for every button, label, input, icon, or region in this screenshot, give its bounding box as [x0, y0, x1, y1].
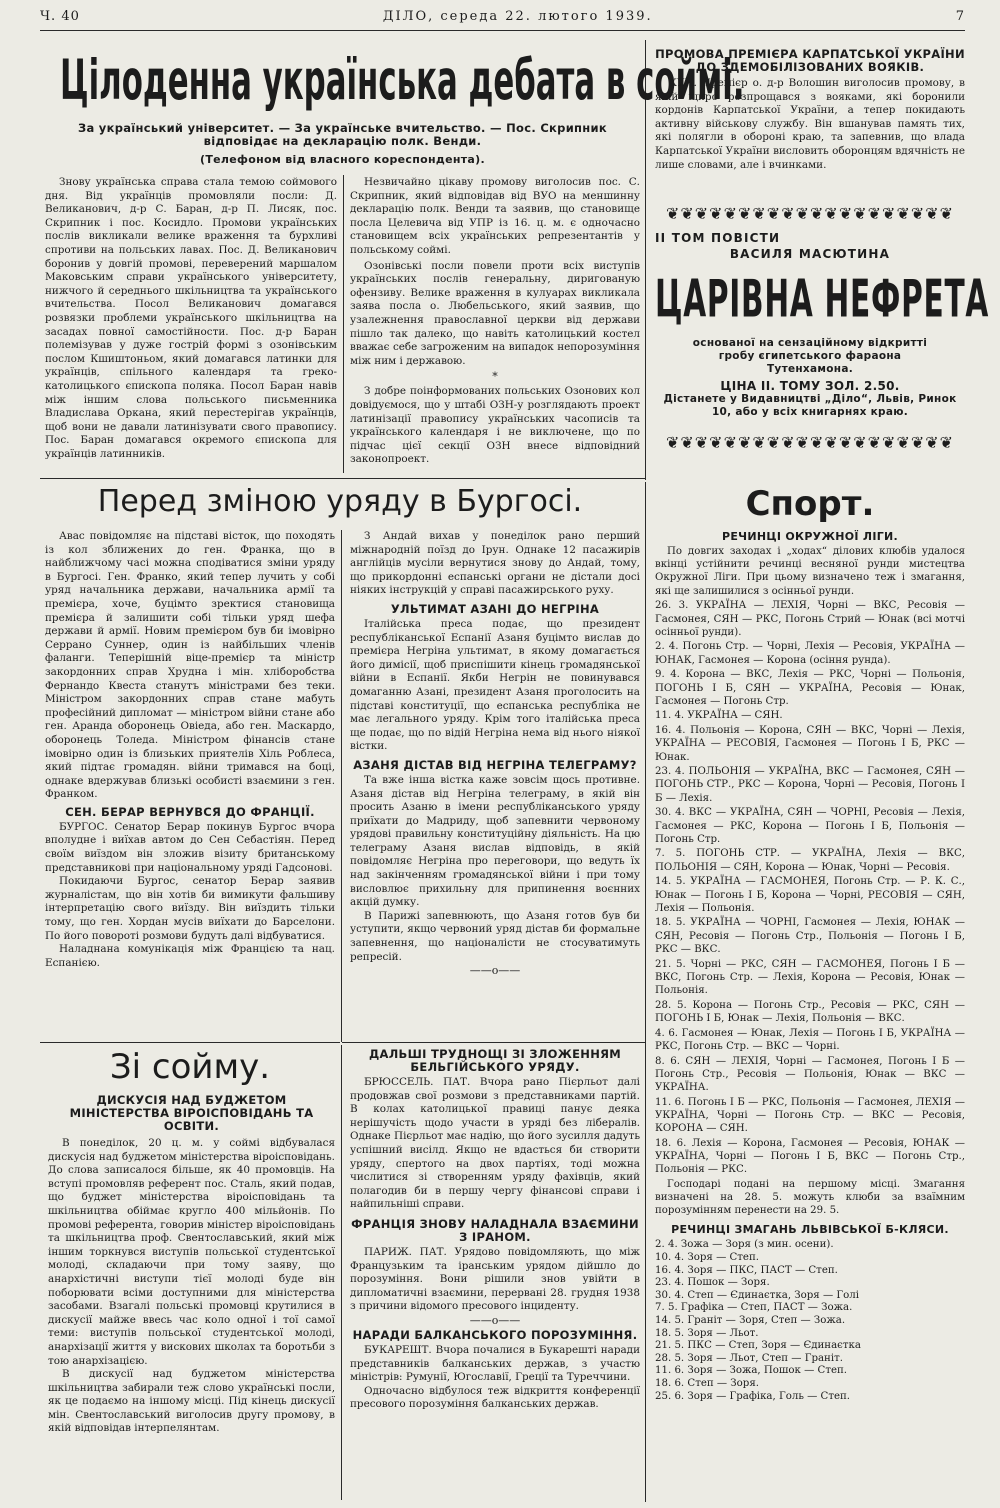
schedule-round: 8. 6. СЯН — ЛЕХІЯ, Чорні — Гасмонея, Погонь І Б — Погонь Стр., Ресовія — Польонія, Юнак — ВКС — УКРАЇНА. — [655, 1055, 965, 1093]
sport-section — [655, 482, 965, 1403]
lviv-fixture: 25. 6. Зоря — Графіка, Голь — Степ. — [655, 1390, 851, 1402]
ad-description: основаної на сензаційному відкритті гробу єгипетського фараона Тутенхамона. — [692, 337, 928, 375]
lviv-fixture: 23. 4. Пошок — Зоря. — [655, 1277, 770, 1289]
sejm-byline: (Телефоном від власного кореспондента). — [200, 153, 485, 166]
schedule-round: 11. 6. Погонь І Б — РКС, Польонія — Гасмонея, ЛЕХІЯ — УКРАЇНА, Чорні — Погонь Стр. — ВКС — Ресовія, КОРОНА — СЯН. — [655, 1096, 965, 1135]
paragraph: Покидаючи Бургос, сенатор Берар заявив журналістам, що він хотів би вимикути фальшиву інтерпретацію свого виїзду. Він виїздить тільки тому, що ген. Хордан мусів виїхати до Барселони. По його повороті розмови будуть далі відбуватися. — [45, 875, 335, 942]
separator: ——o—— — [469, 964, 521, 978]
paragraph: БУРГОС. Сенатор Берар покинув Бургос вчора вполудне і виїхав автом до Сен Себастіян. Перед своїм виїздом він зложив візиту британському представникові при національному уряді Гадсонові. — [45, 820, 335, 874]
lviv-fixture: 14. 5. Граніт — Зоря, Степ — Зожа. — [655, 1315, 846, 1327]
ornament-border: ❦❦❦❦❦❦❦❦❦❦❦❦❦❦❦❦❦❦❦❦ — [665, 204, 955, 223]
lviv-fixture: 28. 5. Зоря — Льот, Степ — Граніт. — [655, 1352, 843, 1364]
schedule-round: 11. 4. УКРАЇНА — СЯН. — [655, 710, 783, 722]
sport-headline: Спорт. — [745, 484, 875, 524]
end-mark: * — [492, 370, 498, 384]
paragraph: В дискусії над буджетом міністерства шкільництва забирали теж слово українські посли, як це подаємо на іншому місці. Під кінець дискусії мін. Свентославський виголосив другу промову, в якій відповідав інтерпелянтам. — [48, 1368, 335, 1435]
lviv-fixture: 18. 5. Зоря — Льот. — [655, 1327, 759, 1339]
paragraph: КУП. Премієр о. д-р Волошин виголосив промову, в якій щиро розпрощався з вояками, які боронили кордонів Карпатської України, а тепер покидають активну військову службу. Він вшанував память тих, які полягли в обороні краю, та запевнив, що влада Карпатської України висловить оборонцям вдячність не лише словами, але і вчинками. — [655, 77, 965, 171]
paragraph: Незвичайно цікаву промову виголосив пос. С. Скрипник, який відповідав від ВУО на меншинну декларацію полк. Венди та заявив, що становище посла Целевича від УПР із 16. ц. м. є одночасно становищем всіх українських репрезентантів у польському соймі. — [350, 176, 640, 256]
paragraph: По довгих заходах і „ходах“ ділових клюбів удалося вкінці устійнити речинці весняної рунди мистецтва Окружної Ліги. При цьому визначено теж і змагання, які ще залишилися з осінньої рунди. — [655, 546, 965, 597]
masthead-date: ДІЛО, середа 22. лютого 1939. — [382, 8, 653, 24]
column-rule — [341, 1045, 342, 1500]
schedule-round: 16. 4. Польонія — Корона, СЯН — ВКС, Чорні — Лехія, УКРАЇНА — РЕСОВІЯ, Гасмонея — Погонь І Б, РКС — Юнак. — [655, 725, 965, 763]
lviv-schedule — [655, 1239, 965, 1403]
ad-volume: II ТОМ ПОВІСТИ — [655, 231, 781, 245]
zi-soymu-article — [48, 1094, 335, 1436]
burgos-col2 — [350, 530, 640, 977]
header-rule — [40, 30, 965, 31]
burgos-col1 — [45, 530, 335, 970]
page-number: 7 — [955, 8, 965, 24]
foreign-news — [350, 1048, 640, 1412]
schedule-round: 9. 4. Корона — ВКС, Лехія — РКС, Чорні — Польонія, ПОГОНЬ І Б, СЯН — УКРАЇНА, Ресовія — Юнак, Гасмонея — Погонь Стр. — [655, 669, 965, 707]
schedule-round: 21. 5. Чорні — РКС, СЯН — ГАСМОНЕЯ, Погонь І Б — ВКС, Погонь Стр. — Лехія, Корона — Ресовія, Юнак — Польонія. — [655, 958, 965, 996]
column-rule — [343, 175, 344, 473]
sejm-col2 — [350, 176, 640, 467]
sejm-headline-box — [60, 44, 745, 118]
separator: ——o—— — [469, 1313, 521, 1327]
paragraph: Італійська преса подає, що президент республіканської Еспанії Азаня буцімто вислав до премієра Негріна ультимат, в якому домагається його димісії, щоб приспішити кінець громадянської війни в Еспанії. Якби Негрін не повинувався домаганню Азані, президент Азаня проголосить на підставі конституції, що еспанська республіка не має легального уряду. Крім того італійська преса ще подає, що по відій Негріна нема від нього ніякої вістки. — [350, 617, 640, 753]
schedule-round: 14. 5. УКРАЇНА — ГАСМОНЕЯ, Погонь Стр. — Р. К. С., Юнак — Погонь І Б, Корона — Чорні, РЕСОВІЯ — СЯН, Лехія — Польонія. — [655, 876, 965, 914]
belgium-headline: ДАЛЬШІ ТРУДНОЩІ ЗІ ЗЛОЖЕННЯМ БЕЛЬГІЙСЬКОГО УРЯДУ. — [368, 1047, 622, 1074]
schedule-round: 2. 4. Погонь Стр. — Чорні, Лехія — Ресовія, УКРАЇНА — ЮНАК, Гасмонея — Корона (осіння рунда). — [655, 641, 965, 666]
column-rule — [645, 482, 646, 1502]
paragraph: Авас повідомляє на підставі вісток, що походять із кол зближених до ген. Франка, що в найближчому часі можна сподіватися зміни уряду в Бургосі. Ген. Франко, який тепер лучить у собі уряд начальника держави, начальника армії та премієра, хоче, буцімто зректися становища премієра й залишити собі тільки уряд шефа держави й армії. Новим премієром був би імовірно Серрано Суннер, один із найбільших членів фаланги. Теперішній віце-премієр та міністр закордонних справ Хрудна і мін. хліборобства Фернандо Квеста станутъ міністрами без теки. Міністром закордонних справ стане мабуть професійний дипломат — міністром війни стане або ген. Аранда оборонець Овіеда, або ген. Маскардо, оборонець Толеда. Міністром фінансів стане імовірно один із близьких приятелів Хіль Роблеса, який підтає громадян. війни тримався на боці, однаке вдержував близькі особисті взаємини з ген. Франком. — [45, 530, 335, 801]
ad-author: ВАСИЛЯ МАСЮТИНА — [729, 247, 891, 261]
section-rule — [40, 478, 645, 479]
sejm-subhead: За український університет. — За українське вчительство. — Пос. Скрипник відповідає на декларацію полк. Венди. — [77, 121, 608, 148]
lviv-subhead: РЕЧИНЦІ ЗМАГАНЬ ЛЬВІВСЬКОЇ Б-КЛЯСИ. — [671, 1223, 949, 1237]
ad-title-box — [655, 263, 990, 337]
running-header — [40, 4, 965, 28]
league-subhead: РЕЧИНЦІ ОКРУЖНОЇ ЛІГИ. — [721, 530, 899, 543]
paragraph: В Парижі запевнюють, що Азаня готов був би уступити, якщо червоний уряд дістав би формальне запевнення, що націоналісти не стосуватимуть репресій. — [350, 909, 640, 963]
paragraph: БРЮССЕЛЬ. ПАТ. Вчора рано Пієрльот далі продовжав свої розмови з представниками партій. В колах католицької правиці панує деяка нерішучість щодо участи в уряді без лібералів. Однаке Пієрльот має надію, що його зусилля дадуть успішний висілд. Якщо не вдасться би створити уряду, спертого на двох партіях, тоді можна числитися зі створенням уряду фахівців, який полагодив би в першу чергу фінансові справи і найпильніші справи. — [350, 1076, 640, 1211]
burgos-headline: Перед зміною уряду в Бургосі. — [97, 484, 583, 519]
schedule-round: 18. 6. Лехія — Корона, Гасмонея — Ресовія, ЮНАК — УКРАЇНА, Чорні — Погонь І Б, ВКС — Погонь Стр., Польонія — РКС. — [655, 1137, 965, 1176]
balkan-headline: НАРАДИ БАЛКАНСЬКОГО ПОРОЗУМІННЯ. — [352, 1327, 638, 1342]
section-rule — [40, 1042, 340, 1043]
karpatska-headline: ПРОМОВА ПРЕМІЄРА КАРПАТСЬКОЇ УКРАЇНИ ДО ЗДЕМОБІЛІЗОВАНИХ ВОЯКІВ. — [655, 47, 965, 74]
zi-soymu-headline: Зі сойму. — [109, 1047, 271, 1087]
paragraph: В понеділок, 20 ц. м. у соймі відбувалася дискусія над буджетом міністерства віроісповідань. До слова записалося більше, як 40 промовців. На вступі промовляв референт пос. Сталь, який подав, що буджет міністерства віроісповідань та шкільництва обіймає круглo 400 мільйонів. По промові референта, говорив міністер віроісповідань та шкільництва проф. Свентославський, який між іншим торкнувся виступів польської студентської молоді, складаючи при тому заяву, що анархістичні виступи тієї молоді буде він поборювати всіми доступними для міністерства засобами. Взагалі польські промовці крутилися в дискусії майже ввесь час коло одної і тої самої теми: виступів польської студентської молоді, анархізації життя у вискових школах та боротьби з тою анархізацією. — [48, 1137, 335, 1367]
paragraph: Знову українська справа стала темою соймового дня. Від українців промовляли посли: Д. Великанович, д-р С. Баран, д-р П. Лисяк, пос. Скрипник і пос. Косидло. Промови українських послів викликали велике враження та бурхливі спротиви на польських лавах. Пос. Д. Великанович боронив у довгій промові, переверений маршалом Маковським справи українського університету, нижчого й середнього шкільництва та українського вчительства. Посол Великанович домагався розвязки проблеми українського шкільництва на засадах повної самостійности. Пос. д-р Баран полемізував у дуже гострій формі з озонівським послом Кшиштоньом, який домагався латинки для українців, спільного календаря та греко-католицького єпископа поляка. Посол Баран навів між іншим слова польського письменника Владислава Оркана, який перестерігав українців, щоб вони не давали латинізувати свого правопису. Пос. Баран домагався окремого єпископа для українців латинників. — [45, 176, 337, 460]
lviv-fixture: 30. 4. Степ — Єдинаєтка, Зоря — Голі — [655, 1289, 859, 1301]
lviv-fixture: 10. 4. Зоря — Степ. — [655, 1252, 759, 1264]
paragraph: Наладнана комунікація між Францією та нац. Еспанією. — [45, 943, 335, 969]
ultimatum-subhead: УЛЬТИМАТ АЗАНІ ДО НЕГРІНА — [390, 601, 600, 616]
sejm-col1 — [45, 176, 337, 461]
karpatska-article — [655, 48, 965, 172]
schedule-round: 7. 5. ПОГОНЬ СТР. — УКРАЇНА, Лехія — ВКС, ПОЛЬОНІЯ — СЯН, Корона — Юнак, Чорні — Ресовія. — [655, 848, 965, 873]
schedule-round: 26. 3. УКРАЇНА — ЛЕХІЯ, Чорні — ВКС, Ресовія — Гасмонея, СЯН — РКС, Погонь Стрий — Юнак (всі мотчі осінньої рунди). — [655, 600, 965, 638]
lviv-fixture: 2. 4. Зожа — Зоря (з мин. осени). — [655, 1239, 834, 1251]
budget-subhead: ДИСКУСІЯ НАД БУДЖЕТОМ МІНІСТЕРСТВА ВІРОІСПОВІДАНЬ ТА ОСВІТИ. — [69, 1093, 314, 1133]
issue-number: Ч. 40 — [40, 8, 80, 24]
paragraph: З добре поінформованих польських Озонових кол довідуємося, що у штабі ОЗН-у розглядають проект латинізації правопису українських часописів та українського календаря і не виключене, що по підчас цієї секції ОЗН внесе відповідний законопроект. — [350, 385, 640, 466]
lviv-fixture: 18. 6. Степ — Зоря. — [655, 1377, 759, 1389]
paragraph: З Андай вихав у понеділок рано перший міжнародній поїзд до Ірун. Однаке 12 пасажирів англійців мусіли вернутися знову до Андай, тому, що прикордонні еспанські органи не дістали досі ніяких інструкцій у справі пасажирського руху. — [350, 530, 640, 597]
schedule-round: 30. 4. ВКС — УКРАЇНА, СЯН — ЧОРНІ, Ресовія — Лехія, Гасмонея — РКС, Корона — Погонь І Б, Польонія — Погонь Стр. — [655, 807, 965, 845]
paragraph: Озонівські посли повели проти всіх виступів українських послів генеральну, диригованую офензиву. Велике враження в кулуарах викликала заява посла о. Любельського, який заявив, що узалежнення православної церкви від держави пішло так далеко, що навіть католицький костел вважає себе загроженим на випадок непорозуміння між ним і державою. — [350, 259, 640, 367]
paragraph: ПАРИЖ. ПАТ. Урядово повідомляють, що між Французьким та іранським урядом дійшло до порозуміння. Вони рішили знов увійти в дипломатичні взаємини, перервані 28. грудня 1938 з причини відомого пресового інциденту. — [350, 1245, 640, 1313]
lviv-fixture: 16. 4. Зоря — ПКС, ПАСТ — Степ. — [655, 1264, 838, 1276]
sejm-headline: Цілоденна українська дебата в соймі. — [60, 49, 745, 113]
schedule-round: 28. 5. Корона — Погонь Стр., Ресовія — РКС, СЯН — ПОГОНЬ І Б, Юнак — Лехія, Польонія — ВКС. — [655, 999, 965, 1024]
paragraph: Та вже інша вістка каже зовсім щось противне. Азаня дістав від Негріна телеграму, в якій він просить Азаню в імени республіканського уряду приїхати до Мадриду, щоб запевнити червоному урядові правильну конституційну діяльність. На цю телеграму Азаня вислав відповідь, в якій повідомляє Негріна про переговори, що ведуть їх над закінченням громадянської війни і при тому висловлює прихильну для припинення воєнних акцій думку. — [350, 773, 640, 909]
ad-price: ЦІНА II. ТОМУ ЗОЛ. 2.50. — [720, 379, 900, 393]
telegram-subhead: АЗАНЯ ДІСТАВ ВІД НЕГРІНА ТЕЛЕГРАМУ? — [353, 757, 637, 772]
iran-headline: ФРАНЦІЯ ЗНОВУ НАЛАДНАЛА ВЗАЄМИНИ З ІРАНОМ. — [351, 1216, 639, 1244]
lviv-fixture: 7. 5. Графіка — Степ, ПАСТ — Зожа. — [655, 1302, 853, 1314]
schedule-round: 23. 4. ПОЛЬОНІЯ — УКРАЇНА, ВКС — Гасмонея, СЯН — ПОГОНЬ СТР., РКС — Корона, Чорні — Ресовія, Погонь І Б — Лехія. — [655, 766, 965, 804]
ornament-border: ❦❦❦❦❦❦❦❦❦❦❦❦❦❦❦❦❦❦❦❦ — [665, 433, 955, 452]
paragraph: БУКАРЕШТ. Вчора почалися в Букарешті наради представників балканських держав, з участю міністрів: Румунії, Югославії, Греції та Туреччини. — [350, 1343, 640, 1384]
schedule-note: Господарі подані на першому місці. Змагання визначені на 28. 5. можуть клюби за взаїмним порозумінням перенести на 29. 5. — [655, 1178, 965, 1217]
ad-book-title: ЦАРІВНА НЕФРЕТА — [655, 269, 990, 330]
schedule-round: 18. 5. УКРАЇНА — ЧОРНІ, Гасмонея — Лехія, ЮНАК — СЯН, Ресовія — Погонь Стр., Польонія — Погонь І Б, РКС — ВКС. — [655, 917, 965, 955]
lviv-fixture: 11. 6. Зоря — Зожа, Пошок — Степ. — [655, 1365, 848, 1377]
column-rule — [341, 530, 342, 1042]
berard-subhead: СЕН. БЕРАР ВЕРНУВСЯ ДО ФРАНЦІЇ. — [65, 804, 315, 819]
ad-where: Дістанете у Видавництві „Діло“, Львів, Ринок 10, або у всіх книгарнях краю. — [663, 393, 957, 418]
paragraph: Одночасно відбулося теж відкриття конференції пресового порозуміння балканських держав. — [350, 1384, 640, 1411]
lviv-fixture: 21. 5. ПКС — Степ, Зоря — Єдинаєтка — [655, 1340, 861, 1352]
section-rule — [342, 1042, 645, 1043]
book-advert — [655, 204, 990, 452]
schedule-round: 4. 6. Гасмонея — Юнак, Лехія — Погонь І Б, УКРАЇНА — РКС, Погонь Стр. — ВКС — Чорні. — [655, 1027, 965, 1052]
